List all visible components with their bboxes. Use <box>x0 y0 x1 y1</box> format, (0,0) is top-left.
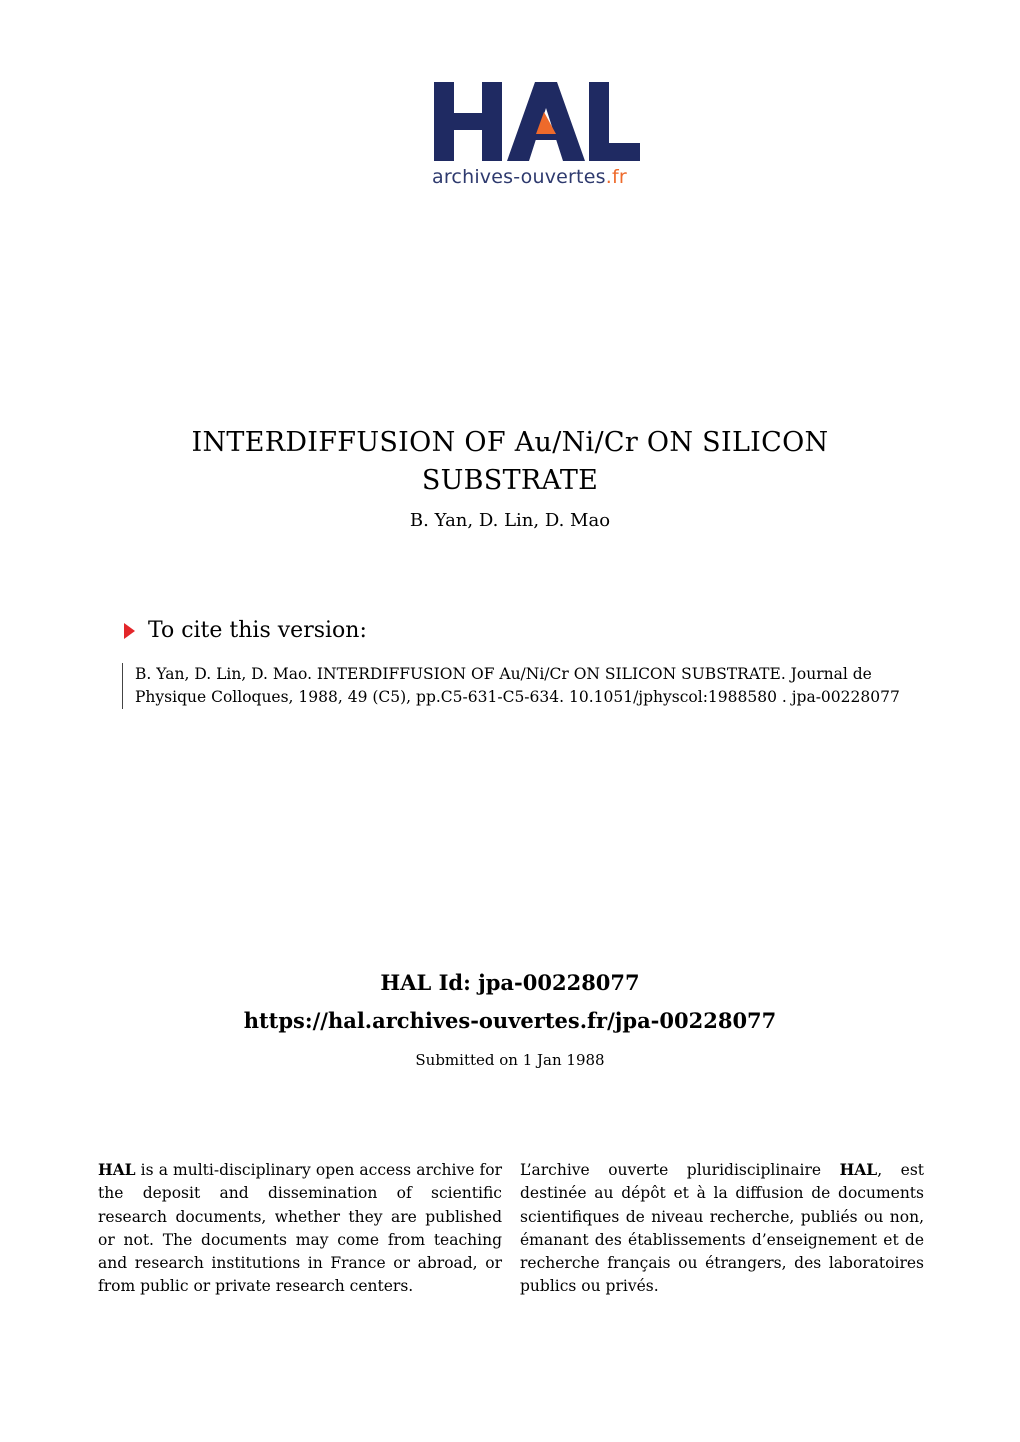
hal-logo-subtitle <box>432 166 642 188</box>
description-english-text: is a multi-disciplinary open access archive for the deposit and dissemination of scientific research documents, whether they are published or not. The documents may come from teaching and research institutions in France or abroad, or from public or private research centers. <box>98 1161 502 1296</box>
logo-subtitle-tld: .fr <box>605 166 627 188</box>
description-french-text: , est destinée au dépôt et à la diffusion de documents scientifiques de niveau recherche, publiés ou non, émanant des établissements d’enseignement et de recherche français ou étrangers, des laboratoires publics ou privés. <box>520 1161 925 1296</box>
submitted-date: Submitted on 1 Jan 1988 <box>415 1051 605 1069</box>
hal-id: HAL Id: jpa-00228077 <box>380 970 640 995</box>
logo-subtitle-main: archives-ouvertes <box>432 166 606 188</box>
hal-url-link[interactable]: https://hal.archives-ouvertes.fr/jpa-00228077 <box>243 1008 777 1033</box>
hal-logo-icon <box>432 80 642 164</box>
description-french <box>520 1158 924 1299</box>
paper-title-line1: INTERDIFFUSION OF Au/Ni/Cr ON SILICON <box>191 427 829 458</box>
description-english <box>98 1158 502 1299</box>
cite-heading-text: To cite this version: <box>148 618 367 643</box>
citation-block <box>122 663 980 709</box>
paper-title-line2: SUBSTRATE <box>421 465 599 496</box>
description-french-pre: L’archive ouverte pluridisciplinaire <box>520 1161 840 1179</box>
paper-authors: B. Yan, D. Lin, D. Mao <box>409 510 611 531</box>
citation-line: Physique Colloques, 1988, 49 (C5), pp.C5-631-C5-634. 10.1051/jphyscol:1988580 . jpa-00228077 <box>135 688 900 706</box>
cite-heading <box>124 618 367 643</box>
hal-bold-label: HAL <box>98 1160 136 1179</box>
citation-line: B. Yan, D. Lin, D. Mao. INTERDIFFUSION OF Au/Ni/Cr ON SILICON SUBSTRATE. Journal de <box>135 665 872 683</box>
hal-bold-label: HAL <box>839 1160 878 1179</box>
triangle-right-icon <box>124 623 135 639</box>
hal-logo <box>432 80 642 200</box>
